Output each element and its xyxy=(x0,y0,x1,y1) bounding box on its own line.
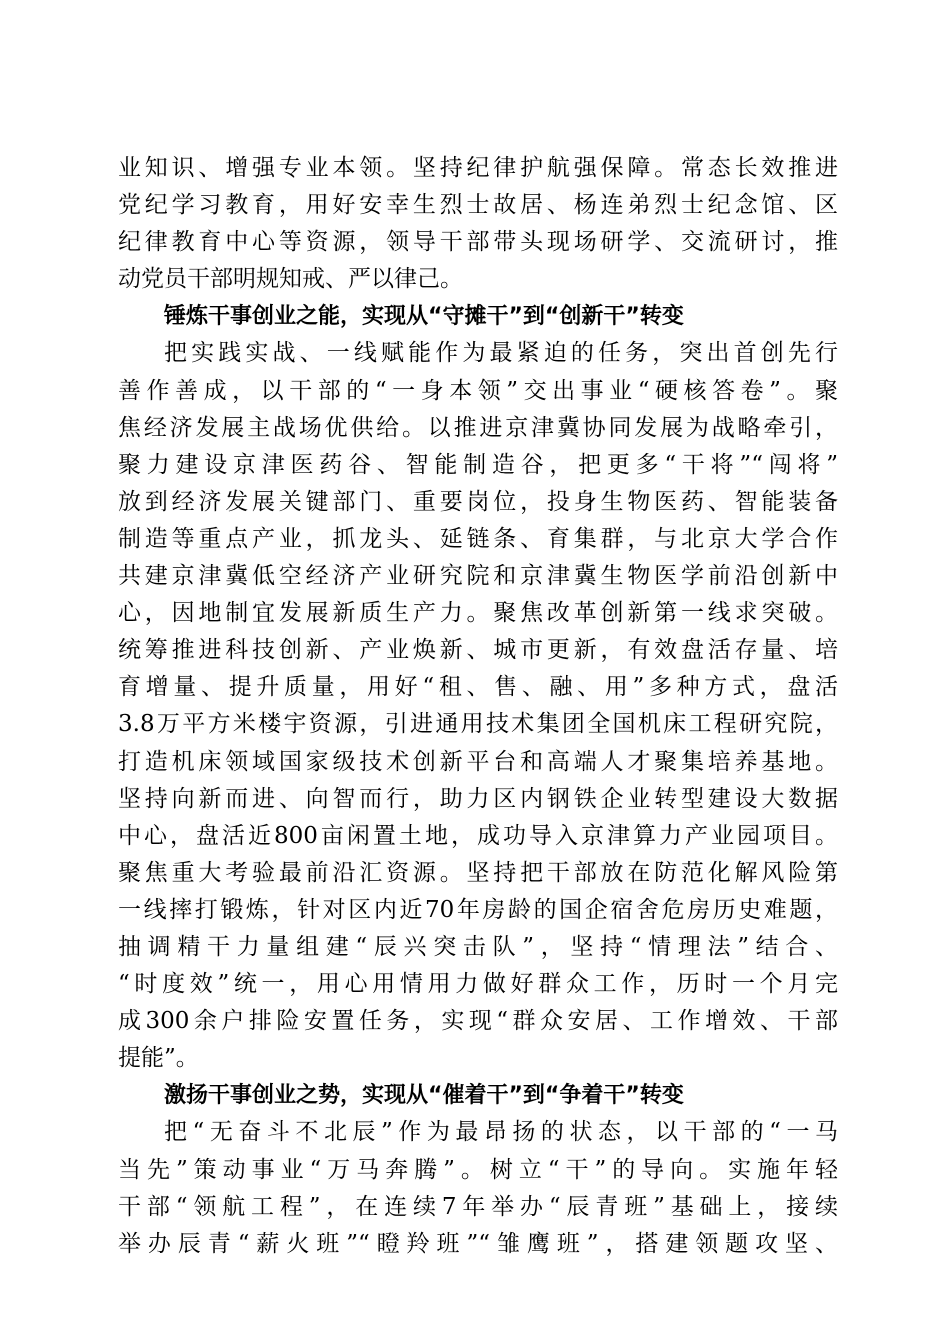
paragraph-line: 聚力建设京津医药谷、智能制造谷，把更多“干将”“闯将” xyxy=(118,451,838,478)
paragraph-line: 焦经济发展主战场优供给。以推进京津冀协同发展为战略牵引， xyxy=(118,414,838,441)
paragraph-line: 提能”。 xyxy=(118,1045,199,1072)
paragraph-line: 育增量、提升质量，用好“租、售、融、用”多种方式，盘活 xyxy=(118,674,838,701)
paragraph-line: 举办辰青“薪火班”“瞪羚班”“雏鹰班”，搭建领题攻坚、 xyxy=(118,1230,838,1257)
paragraph-line: 制造等重点产业，抓龙头、延链条、育集群，与北京大学合作 xyxy=(118,525,838,552)
document-page xyxy=(118,150,838,1263)
paragraph-line: 业知识、增强专业本领。坚持纪律护航强保障。常态长效推进 xyxy=(118,155,838,181)
paragraph-line: 纪律教育中心等资源，领导干部带头现场研学、交流研讨，推 xyxy=(118,229,838,256)
paragraph-line: 党纪学习教育，用好安幸生烈士故居、杨连弟烈士纪念馆、区 xyxy=(118,192,838,219)
paragraph-line: 坚持向新而进、向智而行，助力区内钢铁企业转型建设大数据 xyxy=(118,785,838,812)
paragraph-line: 把“无奋斗不北辰”作为最昂扬的状态，以干部的“一马 xyxy=(164,1119,838,1146)
paragraph-line: 当先”策动事业“万马奔腾”。树立“干”的导向。实施年轻 xyxy=(118,1156,838,1183)
paragraph-line: “时度效”统一，用心用情用力做好群众工作，历时一个月完 xyxy=(118,971,838,998)
paragraph-line: 抽调精干力量组建“辰兴突击队”，坚持“情理法”结合、 xyxy=(118,933,838,960)
section-heading: 锤炼干事创业之能，实现从“守摊干”到“创新干”转变 xyxy=(164,304,684,330)
paragraph-line: 中心，盘活近800亩闲置土地，成功导入京津算力产业园项目。 xyxy=(118,822,838,849)
paragraph-line: 成300余户排险安置任务，实现“群众安居、工作增效、干部 xyxy=(118,1008,838,1035)
paragraph-line: 放到经济发展关键部门、重要岗位，投身生物医药、智能装备 xyxy=(118,488,838,515)
paragraph-line: 3.8万平方米楼宇资源，引进通用技术集团全国机床工程研究院， xyxy=(118,711,838,738)
paragraph-line: 动党员干部明规知戒、严以律己。 xyxy=(118,266,463,293)
paragraph-line: 共建京津冀低空经济产业研究院和京津冀生物医学前沿创新中 xyxy=(118,563,838,590)
section-heading: 激扬干事创业之势，实现从“催着干”到“争着干”转变 xyxy=(164,1083,684,1109)
paragraph-line: 打造机床领域国家级技术创新平台和高端人才聚集培养基地。 xyxy=(118,748,838,775)
paragraph-line: 善作善成，以干部的“一身本领”交出事业“硬核答卷”。聚 xyxy=(118,377,838,404)
paragraph-line: 心，因地制宜发展新质生产力。聚焦改革创新第一线求突破。 xyxy=(118,600,838,627)
paragraph-line: 把实践实战、一线赋能作为最紧迫的任务，突出首创先行 xyxy=(164,340,838,367)
paragraph-line: 干部“领航工程”，在连续7年举办“辰青班”基础上，接续 xyxy=(118,1193,838,1220)
paragraph-line: 统筹推进科技创新、产业焕新、城市更新，有效盘活存量、培 xyxy=(118,637,838,664)
paragraph-line: 一线摔打锻炼，针对区内近70年房龄的国企宿舍危房历史难题， xyxy=(118,896,838,923)
paragraph-line: 聚焦重大考验最前沿汇资源。坚持把干部放在防范化解风险第 xyxy=(118,859,838,886)
